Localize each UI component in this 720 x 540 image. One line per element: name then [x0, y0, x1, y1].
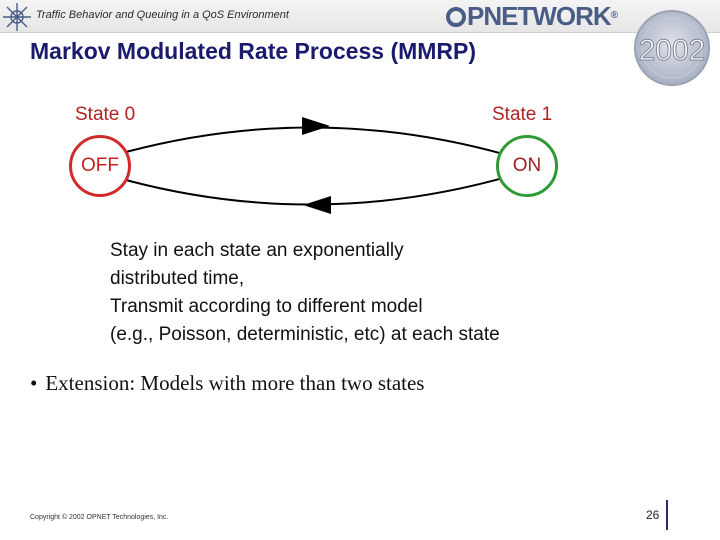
description-text: [110, 237, 580, 349]
copyright-notice: Copyright © 2002 OPNET Technologies, Inc.: [30, 514, 169, 521]
description-line: Transmit according to different model: [110, 296, 423, 317]
bullet-item: [30, 371, 424, 396]
state0-circle: [69, 135, 131, 197]
page-number: 26: [646, 508, 660, 522]
logo-registered-mark: ®: [610, 10, 618, 21]
logo-text: PNETWORK: [467, 1, 611, 31]
description-line: Stay in each state an exponentially: [110, 240, 404, 261]
state0-name: OFF: [81, 155, 119, 176]
description-line: (e.g., Poisson, deterministic, etc) at each state: [110, 324, 500, 345]
state1-name: ON: [512, 155, 542, 176]
year-text: 2002: [638, 34, 706, 67]
arrow-to-state1-icon: [302, 117, 330, 135]
lower-transition-arc: [98, 172, 524, 205]
footer-divider: [666, 500, 668, 530]
presentation-subtitle: Traffic Behavior and Queuing in a QoS Environment: [36, 9, 289, 21]
slide-title: Markov Modulated Rate Process (MMRP): [30, 38, 477, 64]
state0-label: State 0: [75, 104, 136, 125]
state1-circle: [496, 135, 558, 197]
state1-label: State 1: [492, 104, 553, 125]
bullet-text: Extension: Models with more than two states: [45, 371, 425, 395]
bullet-dot-icon: •: [30, 371, 38, 395]
description-line: distributed time,: [110, 268, 245, 289]
arrow-to-state0-icon: [303, 196, 331, 214]
upper-transition-arc: [98, 128, 524, 161]
